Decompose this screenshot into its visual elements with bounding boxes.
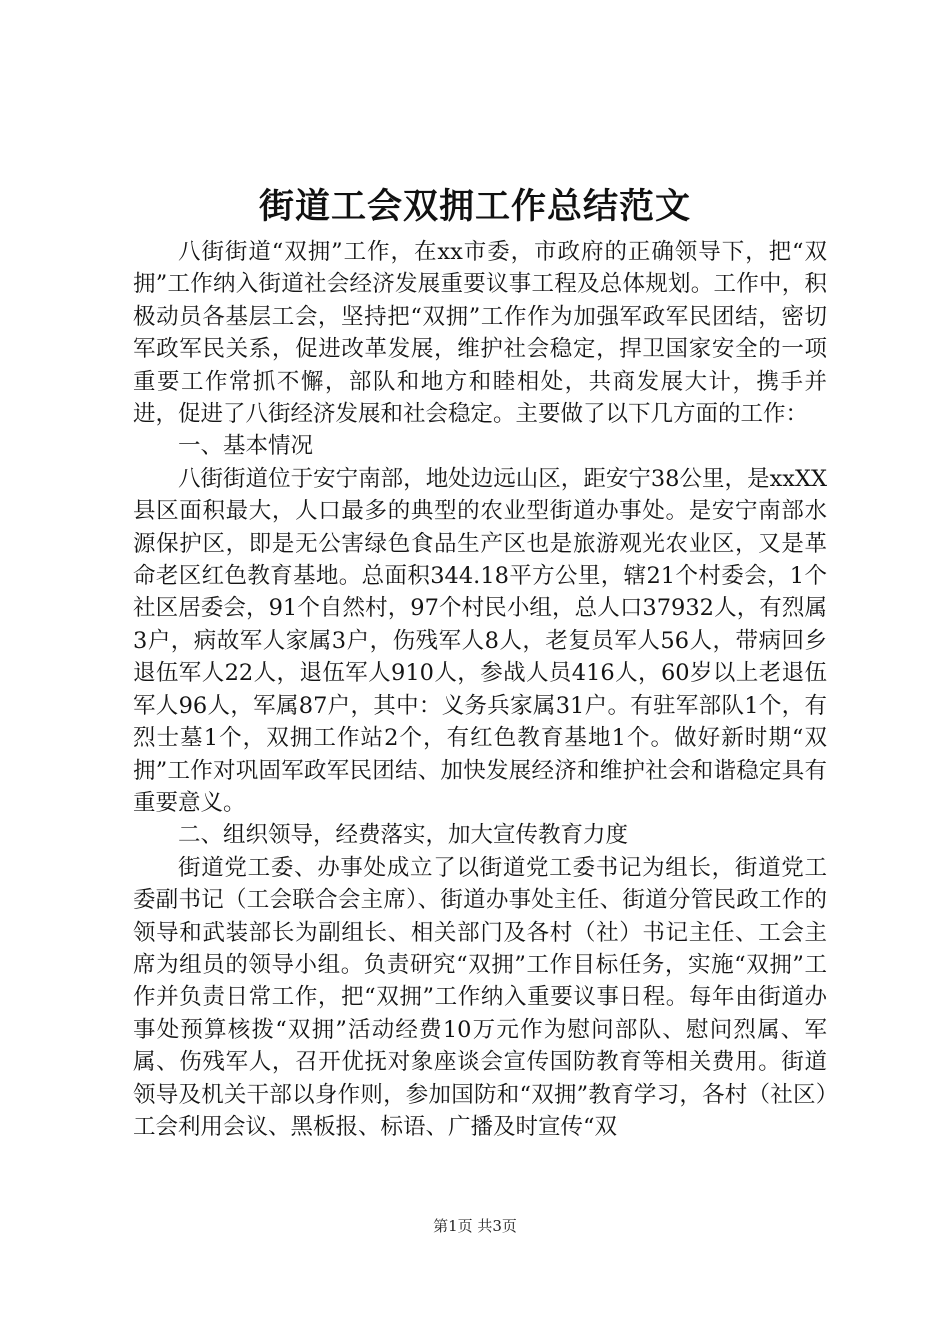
- page-number: 第1页 共3页: [433, 1217, 517, 1235]
- paragraph-basic-situation: 八街街道位于安宁南部，地处边远山区，距安宁38公里，是xxXX县区面积最大，人口最多的典型的农业型街道办事处。是安宁南部水源保护区，即是无公害绿色食品生产区也是旅游观光农业区，又是革命老区红色教育基地。总面积344.18平方公里，辖21个村委会，1个社区居委会，91个自然村，97个村民小组，总人口37932人，有烈属3户，病故军人家属3户，伤残军人8人，老复员军人56人，带病回乡退伍军人22人，退伍军人910人，参战人员416人，60岁以上老退伍军人96人，军属87户，其中：义务兵家属31户。有驻军部队1个，有烈士墓1个，双拥工作站2个，有红色教育基地1个。做好新时期“双拥”工作对巩固军政军民团结、加快发展经济和维护社会和谐稳定具有重要意义。: [133, 465, 827, 816]
- document-body: [133, 236, 827, 1143]
- paragraph-organization: 街道党工委、办事处成立了以街道党工委书记为组长，街道党工委副书记（工会联合会主席）、街道办事处主任、街道分管民政工作的领导和武装部长为副组长、相关部门及各村（社）书记主任、工会主席为组员的领导小组。负责研究“双拥”工作目标任务，实施“双拥”工作并负责日常工作，把“双拥”工作纳入重要议事日程。每年由街道办事处预算核拨“双拥”活动经费10万元作为慰问部队、慰问烈属、军属、伤残军人，召开优抚对象座谈会宣传国防教育等相关费用。街道领导及机关干部以身作则，参加国防和“双拥”教育学习，各村（社区）工会利用会议、黑板报、标语、广播及时宣传“双: [133, 854, 827, 1140]
- heading-organization: 二、组织领导，经费落实，加大宣传教育力度: [178, 822, 629, 849]
- heading-basic-situation: 一、基本情况: [178, 433, 314, 460]
- paragraph-intro: 八街街道“双拥”工作，在xx市委，市政府的正确领导下，把“双拥”工作纳入街道社会经济发展重要议事工程及总体规划。工作中，积极动员各基层工会，坚持把“双拥”工作作为加强军政军民团结，密切军政军民关系，促进改革发展，维护社会稳定，捍卫国家安全的一项重要工作常抓不懈，部队和地方和睦相处，共商发展大计，携手并进，促进了八街经济发展和社会稳定。主要做了以下几方面的工作：: [133, 239, 827, 428]
- document-title: 街道工会双拥工作总结范文: [258, 186, 691, 227]
